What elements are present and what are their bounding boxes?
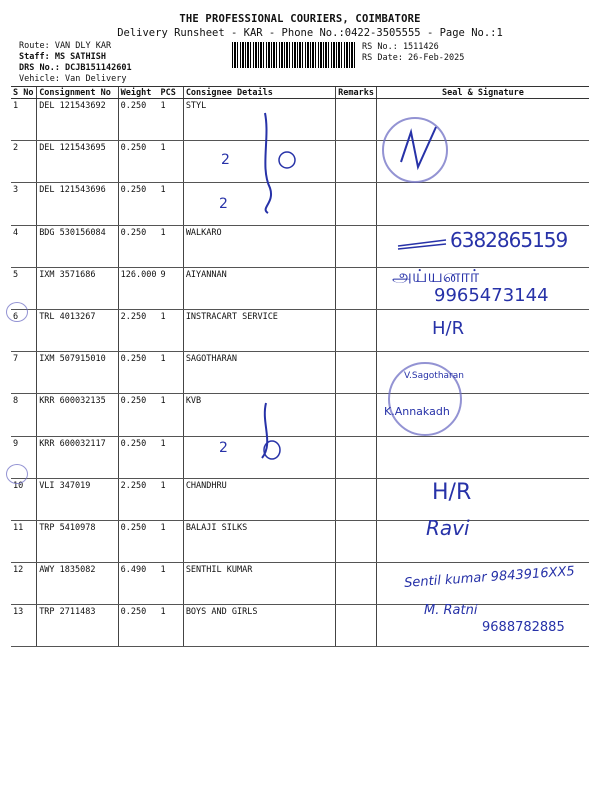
staff-label: Staff: MS SATHISH bbox=[19, 52, 106, 62]
row-signature bbox=[376, 183, 589, 225]
row-consignee: BALAJI SILKS bbox=[183, 520, 335, 562]
signature-13-name: M. Ratni bbox=[424, 603, 478, 618]
phone-signature-4: 6382865159 bbox=[450, 228, 568, 252]
row-consignee: SENTHIL KUMAR bbox=[183, 563, 335, 605]
row-consignment-no: VLI 347019 bbox=[37, 478, 118, 520]
vertical-bracket-mark-2 bbox=[236, 398, 286, 470]
row-signature bbox=[376, 520, 589, 562]
row-remarks bbox=[336, 309, 377, 351]
row-weight: 0.250 bbox=[118, 394, 158, 436]
row-pcs: 1 bbox=[158, 605, 183, 647]
runsheet-title: THE PROFESSIONAL COURIERS, COIMBATORE bbox=[179, 13, 421, 25]
row-weight: 0.250 bbox=[118, 99, 158, 141]
row-consignment-no: TRP 2711483 bbox=[37, 605, 118, 647]
signature-scribble-1 bbox=[396, 122, 446, 178]
rs-date: RS Date: 26-Feb-2025 bbox=[362, 53, 465, 63]
table-row bbox=[11, 478, 589, 520]
row-pcs: 1 bbox=[158, 394, 183, 436]
row-sno: 2 bbox=[11, 141, 37, 183]
row-sno: 7 bbox=[11, 352, 37, 394]
row-weight: 0.250 bbox=[118, 225, 158, 267]
row-consignment-no: TRL 4013267 bbox=[37, 309, 118, 351]
row-consignment-no: IXM 507915010 bbox=[37, 352, 118, 394]
circle-mark-10 bbox=[6, 464, 28, 484]
row-consignment-no: BDG 530156084 bbox=[37, 225, 118, 267]
row-pcs: 1 bbox=[158, 309, 183, 351]
row-consignment-no: DEL 121543695 bbox=[37, 141, 118, 183]
table-row bbox=[11, 141, 589, 183]
stamp-name-7: V.Sagotharan bbox=[404, 371, 464, 381]
row-pcs: 9 bbox=[158, 267, 183, 309]
col-consignment: Consignment No bbox=[37, 87, 118, 99]
name-signature-5: அய்யனார் bbox=[392, 266, 480, 287]
table-row bbox=[11, 352, 589, 394]
row-consignment-no: TRP 5410978 bbox=[37, 520, 118, 562]
row-sno: 3 bbox=[11, 183, 37, 225]
hr-mark-10: H/R bbox=[432, 480, 472, 505]
col-sno: S No bbox=[11, 87, 37, 99]
col-pcs: PCS bbox=[158, 87, 183, 99]
signature-8: K.Annakadh bbox=[384, 405, 450, 418]
signature-13-phone: 9688782885 bbox=[482, 620, 565, 635]
row-remarks bbox=[336, 352, 377, 394]
row-pcs: 1 bbox=[158, 183, 183, 225]
phone-signature-5: 9965473144 bbox=[434, 285, 549, 306]
row-consignee: WALKARO bbox=[183, 225, 335, 267]
row-weight: 0.250 bbox=[118, 436, 158, 478]
runsheet-subtitle: Delivery Runsheet - KAR - Phone No.:0422-3505555 - Page No.:1 bbox=[117, 27, 503, 39]
row-consignment-no: DEL 121543692 bbox=[37, 99, 118, 141]
row-pcs: 1 bbox=[158, 478, 183, 520]
row-sno: 5 bbox=[11, 267, 37, 309]
drs-number: DRS No.: DCJB151142601 bbox=[19, 63, 132, 73]
row-pcs: 1 bbox=[158, 563, 183, 605]
row-consignment-no: KRR 600032135 bbox=[37, 394, 118, 436]
row-sno: 10 bbox=[11, 478, 37, 520]
signature-11: Ravi bbox=[426, 516, 470, 540]
col-signature: Seal & Signature bbox=[376, 87, 589, 99]
row-pcs: 1 bbox=[158, 141, 183, 183]
row-weight: 126.000 bbox=[118, 267, 158, 309]
hand-mark-2: 2 bbox=[221, 152, 230, 168]
row-weight: 2.250 bbox=[118, 309, 158, 351]
row-sno: 6 bbox=[11, 309, 37, 351]
row-consignment-no: IXM 3571686 bbox=[37, 267, 118, 309]
row-weight: 0.250 bbox=[118, 141, 158, 183]
row-consignment-no: KRR 600032117 bbox=[37, 436, 118, 478]
row-consignee: CHANDHRU bbox=[183, 478, 335, 520]
rs-number: RS No.: 1511426 bbox=[362, 42, 439, 52]
hand-mark-3: 2 bbox=[219, 196, 228, 212]
signature-12: Sentil kumar 9843916XX5 bbox=[403, 564, 576, 591]
row-remarks bbox=[336, 605, 377, 647]
row-sno: 1 bbox=[11, 99, 37, 141]
row-consignment-no: AWY 1835082 bbox=[37, 563, 118, 605]
row-remarks bbox=[336, 520, 377, 562]
row-pcs: 1 bbox=[158, 520, 183, 562]
row-weight: 0.250 bbox=[118, 520, 158, 562]
col-remarks: Remarks bbox=[336, 87, 377, 99]
row-consignee: SAGOTHARAN bbox=[183, 352, 335, 394]
row-remarks bbox=[336, 436, 377, 478]
circle-mark-6 bbox=[6, 302, 28, 322]
table-row bbox=[11, 183, 589, 225]
row-remarks bbox=[336, 563, 377, 605]
col-consignee: Consignee Details bbox=[183, 87, 335, 99]
route-label: Route: VAN DLY KAR bbox=[19, 41, 112, 51]
row-weight: 0.250 bbox=[118, 183, 158, 225]
vertical-bracket-mark bbox=[240, 108, 300, 218]
table-row bbox=[11, 309, 589, 351]
row-pcs: 1 bbox=[158, 436, 183, 478]
row-sno: 13 bbox=[11, 605, 37, 647]
table-row bbox=[11, 520, 589, 562]
row-sno: 8 bbox=[11, 394, 37, 436]
row-signature bbox=[376, 478, 589, 520]
row-consignee: KVB bbox=[183, 394, 335, 436]
row-sno: 4 bbox=[11, 225, 37, 267]
table-row bbox=[11, 394, 589, 436]
row-remarks bbox=[336, 267, 377, 309]
row-consignee: BOYS AND GIRLS bbox=[183, 605, 335, 647]
hr-mark-6: H/R bbox=[432, 318, 465, 339]
vehicle-label: Vehicle: Van Delivery bbox=[19, 74, 127, 84]
table-row bbox=[11, 436, 589, 478]
row-sno: 11 bbox=[11, 520, 37, 562]
strikeout-mark-4 bbox=[396, 236, 448, 252]
row-weight: 2.250 bbox=[118, 478, 158, 520]
row-pcs: 1 bbox=[158, 225, 183, 267]
row-consignee: AIYANNAN bbox=[183, 267, 335, 309]
col-weight: Weight bbox=[118, 87, 158, 99]
row-remarks bbox=[336, 225, 377, 267]
row-remarks bbox=[336, 183, 377, 225]
row-weight: 0.250 bbox=[118, 352, 158, 394]
row-consignment-no: DEL 121543696 bbox=[37, 183, 118, 225]
row-consignee: STYL bbox=[183, 99, 335, 141]
row-pcs: 1 bbox=[158, 352, 183, 394]
row-signature bbox=[376, 436, 589, 478]
row-remarks bbox=[336, 394, 377, 436]
row-sno: 9 bbox=[11, 436, 37, 478]
barcode-image bbox=[232, 42, 356, 68]
runsheet-table bbox=[11, 86, 589, 647]
row-consignee: INSTRACART SERVICE bbox=[183, 309, 335, 351]
table-row bbox=[11, 99, 589, 141]
row-remarks bbox=[336, 99, 377, 141]
row-weight: 6.490 bbox=[118, 563, 158, 605]
row-remarks bbox=[336, 141, 377, 183]
row-weight: 0.250 bbox=[118, 605, 158, 647]
row-pcs: 1 bbox=[158, 99, 183, 141]
hand-mark-9: 2 bbox=[219, 440, 228, 456]
table-header-row bbox=[11, 87, 589, 99]
row-remarks bbox=[336, 478, 377, 520]
row-sno: 12 bbox=[11, 563, 37, 605]
row-signature bbox=[376, 309, 589, 351]
